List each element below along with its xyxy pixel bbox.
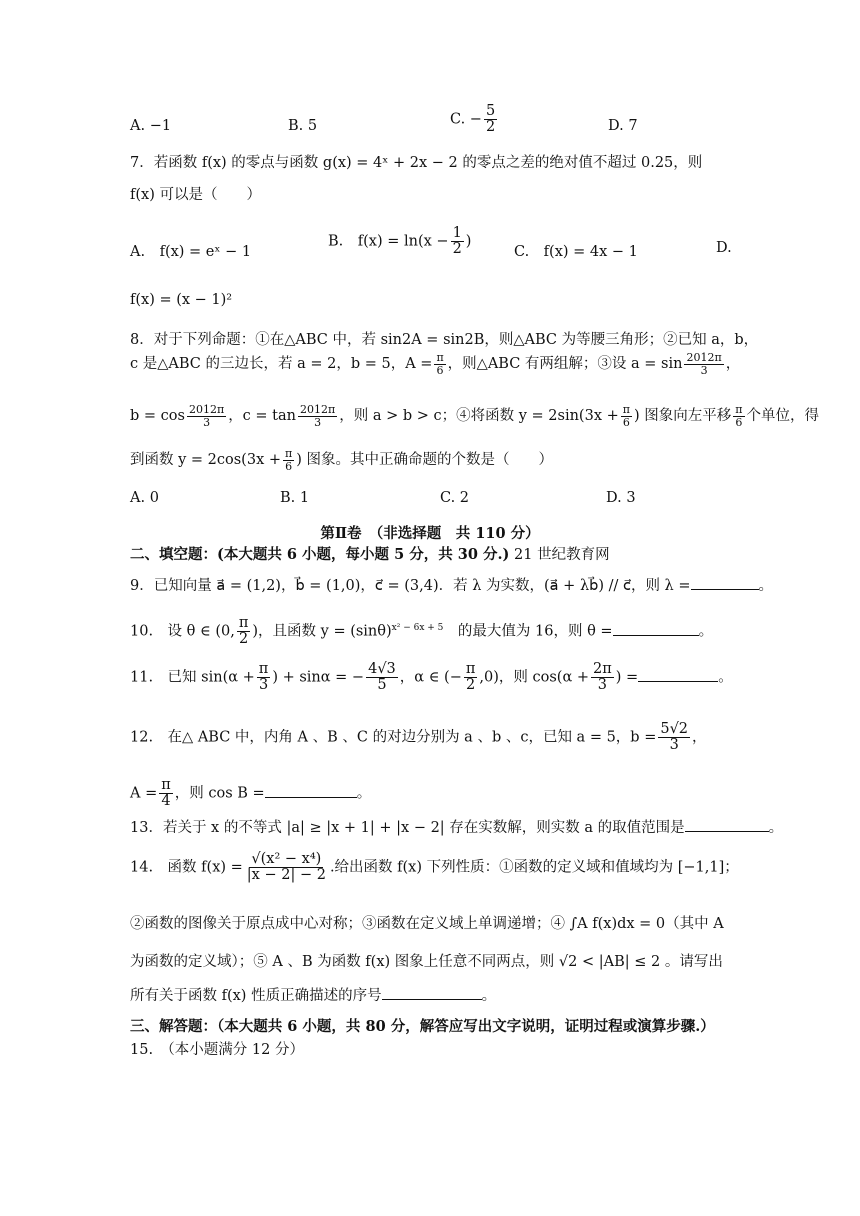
section-2-heading: 二、填空题：(本大题共 6 小题，每小题 5 分，共 30 分.) 21 世纪教育网 <box>130 546 610 563</box>
q14-line-4: 所有关于函数 f(x) 性质正确描述的序号 。 <box>130 988 497 1004</box>
q8-line-3: b = cos $\frac{2012\pi}{3}$ ，c = tan $\frac{2012\pi}{3}$ ，则 a > b > c；④将函数 y = 2sin(3x + $\frac{\pi}{6}$ ) 图象向左平移 $\frac{\pi}{6}$ 个单位，得 <box>130 403 819 429</box>
q8-line-2: c 是△ABC 的三边长，若 a = 2，b = 5，A = $\frac{\pi}{6}$ ，则△ABC 有两组解；③设 a = sin $\frac{2012\pi}{3}$ ， <box>130 351 741 377</box>
q8-option-b: B. 1 <box>280 490 310 506</box>
source-label: 21 世纪教育网 <box>514 547 610 563</box>
q6-option-c: C. − $\frac{5}{2}$ <box>450 103 496 136</box>
q14-answer-blank[interactable] <box>382 999 482 1000</box>
q7-line-1: 7．若函数 f(x) 的零点与函数 g(x) = 4ˣ + 2x − 2 的零点之差的绝对值不超过 0.25，则 <box>130 155 703 171</box>
q7-line-2: f(x) 可以是（ ） <box>130 187 261 203</box>
q10-answer-blank[interactable] <box>613 635 699 636</box>
q8-line-4: 到函数 y = 2cos(3x + $\frac{\pi}{6}$ ) 图象。其中正确命题的个数是（ ） <box>130 447 554 473</box>
q6-option-a: A. −1 <box>130 118 172 134</box>
q13-answer-blank[interactable] <box>685 831 769 832</box>
q11-answer-blank[interactable] <box>638 681 718 682</box>
q6-option-b: B. 5 <box>288 118 318 134</box>
q12-line-1: 12. 在△ ABC 中，内角 A 、B 、C 的对边分别为 a 、b 、c，已知 a = 5，b = $\frac{5√2}{3}$ ， <box>130 721 707 754</box>
q12-line-2: A = $\frac{\pi}{4}$ ，则 cos B = 。 <box>130 777 372 810</box>
q7-option-b: B. f(x) = ln(x − $\frac{1}{2}$ ) <box>328 225 472 258</box>
section-3-heading: 三、解答题：（本大题共 6 小题，共 80 分，解答应写出文字说明，证明过程或演算步骤.） <box>130 1018 715 1035</box>
q8-line-1: 8．对于下列命题：①在△ABC 中，若 sin2A = sin2B，则△ABC 为等腰三角形；②已知 a，b， <box>130 332 759 348</box>
q7-option-a: A. f(x) = eˣ − 1 <box>130 244 252 260</box>
section-2-title: 第Ⅱ卷 （非选择题 共 110 分） <box>320 525 540 542</box>
q7-option-d: D. <box>716 240 732 256</box>
q8-option-c: C. 2 <box>440 490 470 506</box>
q7-option-d-expression: f(x) = (x − 1)² <box>130 292 233 308</box>
q14-line-3: 为函数的定义域）；⑤ A 、B 为函数 f(x) 图象上任意不同两点，则 √2 < |AB| ≤ 2 。请写出 <box>130 954 723 970</box>
q6-option-d: D. 7 <box>608 118 638 134</box>
q8-option-d: D. 3 <box>606 490 636 506</box>
q14-line-2: ②函数的图像关于原点成中心对称；③函数在定义域上单调递增；④ ∫A f(x)dx = 0（其中 A <box>130 916 724 932</box>
q7-option-c: C. f(x) = 4x − 1 <box>514 244 638 260</box>
q9-answer-blank[interactable] <box>691 589 759 590</box>
q12-answer-blank[interactable] <box>265 797 357 798</box>
q15-heading: 15. （本小题满分 12 分） <box>130 1042 304 1058</box>
q10-text: 10. 设 θ ∈ (0, $\frac{\pi}{2}$ )，且函数 $y = (\sin\theta)^{x^2 - 6x + 5}$ 的最大值为 16，则 θ = 。 <box>130 615 714 648</box>
q8-option-a: A. 0 <box>130 490 159 506</box>
q13-text: 13．若关于 x 的不等式 |a| ≥ |x + 1| + |x − 2| 存在实数解，则实数 a 的取值范围是 。 <box>130 820 784 836</box>
q9-text: 9．已知向量 a⃗ = (1,2)，b⃗ = (1,0)，c⃗ = (3,4)．若 λ 为实数，(a⃗ + λb⃗) // c⃗，则 λ = 。 <box>130 578 774 594</box>
q11-text: 11. 已知 sin(α + $\frac{\pi}{3}$ ) + sinα = − $\frac{4√3}{5}$ ，α ∈ (− $\frac{\pi}{2}$ ,0)，则 cos(α + $\frac{2\pi}{3}$ ) = 。 <box>130 661 733 694</box>
q14-line-1: 14. 函数 f(x) = $\frac{\text{√(x² − x⁴)}}{|x - 2| - 2}$ .给出函数 f(x) 下列性质：①函数的定义域和值域均为 [−1,1]； <box>130 851 739 884</box>
